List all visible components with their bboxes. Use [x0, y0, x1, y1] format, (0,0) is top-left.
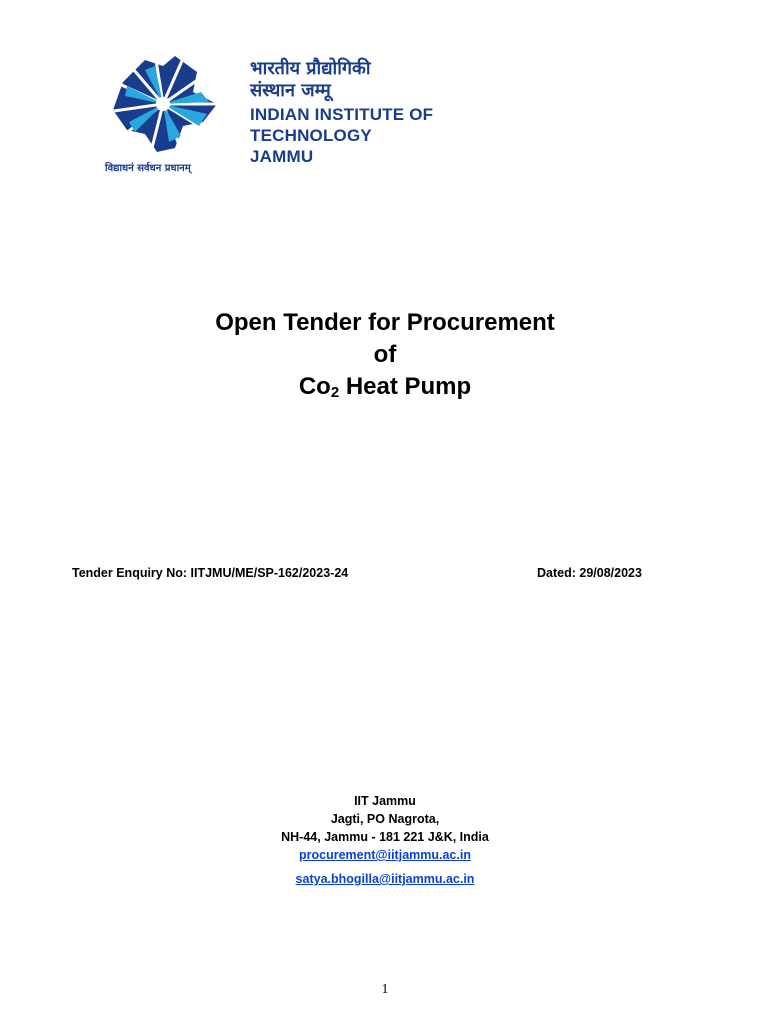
document-title — [0, 307, 770, 409]
logo-english-line2: TECHNOLOGY JAMMU — [250, 126, 372, 166]
title-line3 — [0, 371, 770, 409]
title-line2: of — [373, 341, 397, 368]
title-line1: Open Tender for Procurement — [215, 309, 555, 336]
logo-hindi-line2: संस्थान जम्मू — [250, 80, 331, 101]
logo-english-line1: INDIAN INSTITUTE OF — [250, 105, 434, 124]
institute-logo — [105, 52, 435, 182]
title-line3-prefix: Co — [298, 373, 331, 400]
iit-jammu-emblem-icon — [105, 52, 235, 162]
page-number: 1 — [381, 982, 389, 997]
address-line3: NH-44, Jammu - 181 221 J&K, India — [281, 830, 489, 844]
logo-hindi-name — [250, 58, 371, 102]
contact-email-link[interactable]: satya.bhogilla@iitjammu.ac.in — [295, 872, 475, 886]
tender-date: Dated: 29/08/2023 — [537, 566, 642, 580]
logo-motto: विद्याधनं सर्वधन प्रधानम् — [105, 163, 191, 174]
logo-hindi-line1: भारतीय प्रौद्योगिकी — [250, 58, 371, 79]
address-line2: Jagti, PO Nagrota, — [330, 812, 440, 826]
address-line1: IIT Jammu — [354, 794, 416, 808]
tender-enquiry-number: Tender Enquiry No: IITJMU/ME/SP-162/2023-24 — [72, 566, 349, 580]
procurement-email-link[interactable]: procurement@iitjammu.ac.in — [299, 848, 471, 862]
title-line3-suffix: Heat Pump — [339, 373, 472, 400]
address-block — [0, 792, 770, 888]
logo-english-name — [250, 104, 435, 167]
title-subscript: 2 — [330, 384, 340, 401]
